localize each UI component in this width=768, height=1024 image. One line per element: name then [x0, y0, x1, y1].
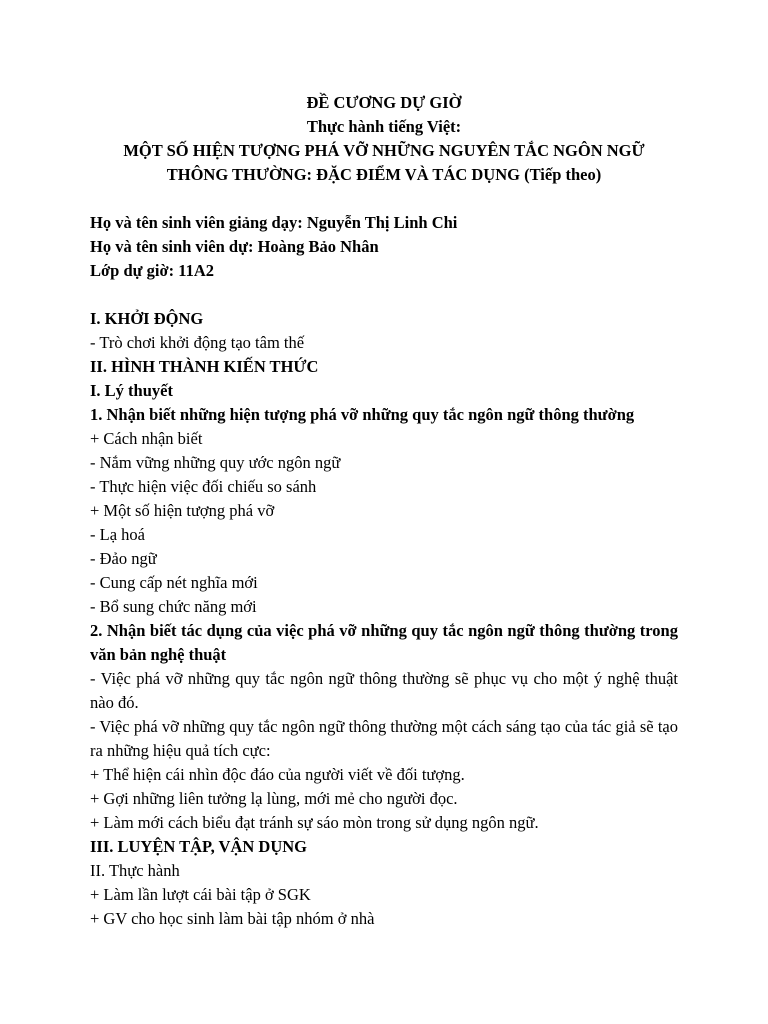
- section-1-item: - Trò chơi khởi động tạo tâm thế: [90, 333, 305, 352]
- list-item: + Một số hiện tượng phá vỡ: [90, 501, 275, 520]
- document-subtitle: Thực hành tiếng Việt:: [306, 117, 462, 136]
- list-item: - Đảo ngữ: [90, 549, 157, 568]
- teacher-info: Họ và tên sinh viên giảng dạy: Nguyễn Thị Linh Chi: [90, 213, 458, 232]
- section-2-heading: II. HÌNH THÀNH KIẾN THỨC: [90, 357, 319, 376]
- topic-line-1: MỘT SỐ HIỆN TƯỢNG PHÁ VỠ NHỮNG NGUYÊN TẮC NGÔN NGỮ: [123, 141, 645, 160]
- section-2-subheading: I. Lý thuyết: [90, 381, 173, 400]
- list-item: + Gợi những liên tưởng lạ lùng, mới mẻ cho người đọc.: [90, 789, 458, 808]
- list-item: - Cung cấp nét nghĩa mới: [90, 573, 258, 592]
- list-item: - Lạ hoá: [90, 525, 145, 544]
- spacer: [90, 187, 678, 211]
- class-info: Lớp dự giờ: 11A2: [90, 261, 214, 280]
- list-item: - Nắm vững những quy ước ngôn ngữ: [90, 453, 341, 472]
- section-3-heading: III. LUYỆN TẬP, VẬN DỤNG: [90, 837, 307, 856]
- document-page: [90, 91, 678, 931]
- list-item: + Làm lần lượt cái bài tập ở SGK: [90, 885, 311, 904]
- spacer: [90, 283, 678, 307]
- part-1-heading: 1. Nhận biết những hiện tượng phá vỡ những quy tắc ngôn ngữ thông thường: [90, 405, 635, 424]
- list-item: + GV cho học sinh làm bài tập nhóm ở nhà: [90, 909, 375, 928]
- list-item: - Bổ sung chức năng mới: [90, 597, 257, 616]
- list-item: + Thể hiện cái nhìn độc đáo của người viết về đối tượng.: [90, 765, 465, 784]
- list-item: + Cách nhận biết: [90, 429, 203, 448]
- section-1-heading: I. KHỞI ĐỘNG: [90, 309, 204, 328]
- document-title: ĐỀ CƯƠNG DỰ GIỜ: [306, 93, 462, 112]
- observer-info: Họ và tên sinh viên dự: Hoàng Bảo Nhân: [90, 237, 379, 256]
- title-block: [90, 91, 678, 187]
- paragraph: - Việc phá vỡ những quy tắc ngôn ngữ thông thường sẽ phục vụ cho một ý nghệ thuật nào đó.: [90, 669, 678, 712]
- list-item: + Làm mới cách biểu đạt tránh sự sáo mòn trong sử dụng ngôn ngữ.: [90, 813, 539, 832]
- part-2-heading: 2. Nhận biết tác dụng của việc phá vỡ những quy tắc ngôn ngữ thông thường trong văn bản nghệ thuật: [90, 621, 678, 664]
- paragraph: - Việc phá vỡ những quy tắc ngôn ngữ thông thường một cách sáng tạo của tác giả sẽ tạo ra những hiệu quả tích cực:: [90, 717, 678, 760]
- section-3-subheading: II. Thực hành: [90, 861, 180, 880]
- topic-line-2: THÔNG THƯỜNG: ĐẶC ĐIỂM VÀ TÁC DỤNG (Tiếp theo): [166, 165, 602, 184]
- list-item: - Thực hiện việc đối chiếu so sánh: [90, 477, 317, 496]
